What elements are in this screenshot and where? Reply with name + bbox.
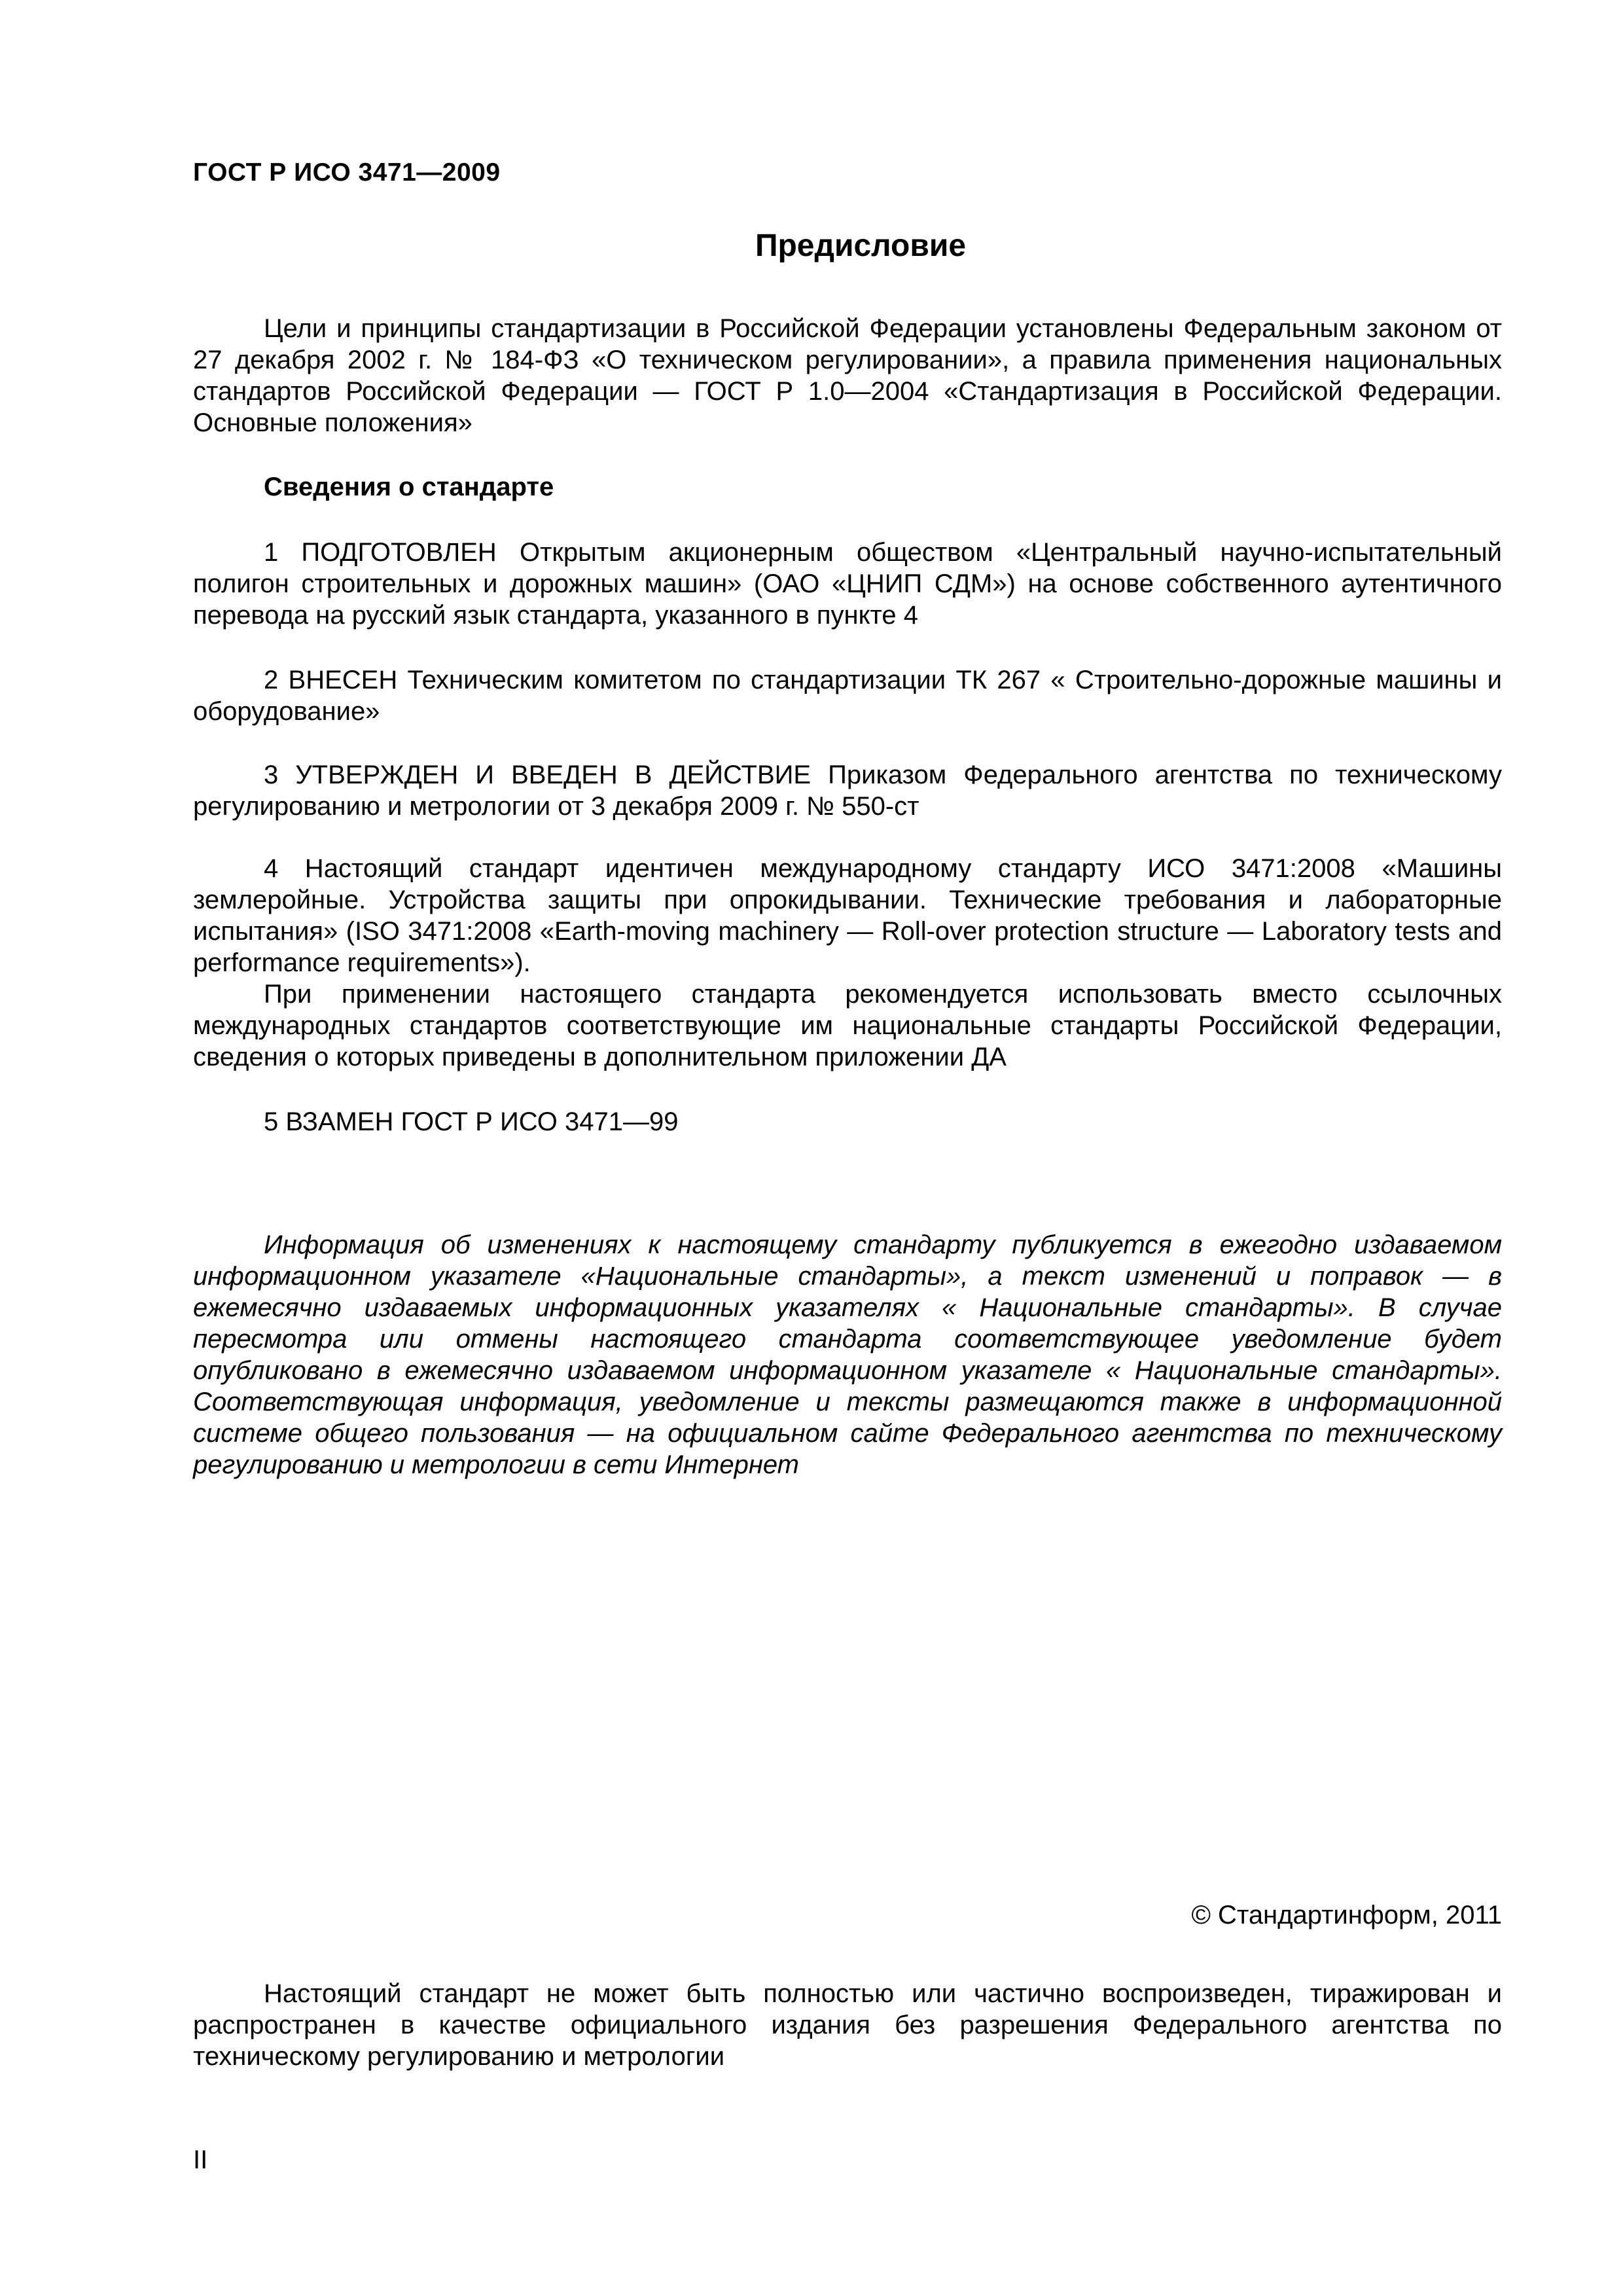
item-3-approved: 3 УТВЕРЖДЕН И ВВЕДЕН В ДЕЙСТВИЕ Приказом Федерального агентства по техническому регулированию и метрологии от 3 декабря 2009 г. № 550-ст <box>193 761 1502 821</box>
changes-info-notice: Информация об изменениях к настоящему стандарту публикуется в ежегодно издаваемом информационном указателе «Национальные стандарты», а текст изменений и поправок — в ежемесячно издаваемых информационных указателях « Национальные стандарты». В случае пересмотра или отмены настоящего стандарта соответствующее уведомление будет опубликовано в ежемесячно издаваемом информационном указателе « Национальные стандарты». Соответствующая информация, уведомление и тексты размещаются также в информационной системе общего пользования — на официальном сайте Федерального агентства по техническому регулированию и метрологии в сети Интернет <box>193 1230 1502 1479</box>
document-code-header: ГОСТ Р ИСО 3471—2009 <box>193 158 501 187</box>
intro-paragraph: Цели и принципы стандартизации в Российской Федерации установлены Федеральным законом от 27 декабря 2002 г. № 184-ФЗ «О техническом регулировании», а правила применения национальных стандартов Российской Федерации — ГОСТ Р 1.0—2004 «Стандартизация в Российской Федерации. Основные положения» <box>193 314 1502 437</box>
item-2-introduced: 2 ВНЕСЕН Техническим комитетом по стандартизации ТК 267 « Строительно-дорожные машины и оборудование» <box>193 666 1502 726</box>
section-heading: Сведения о стандарте <box>264 473 554 501</box>
item-5-replaces: 5 ВЗАМЕН ГОСТ Р ИСО 3471—99 <box>264 1107 679 1136</box>
page-title: Предисловие <box>755 228 967 263</box>
copyright-notice: © Стандартинформ, 2011 <box>1191 1901 1502 1929</box>
item-4-recommendation: При применении настоящего стандарта рекомендуется использовать вместо ссылочных международных стандартов соответствующие им национальные стандарты Российской Федерации, сведения о которых приведены в дополнительном приложении ДА <box>193 980 1502 1071</box>
page-number: II <box>193 2145 208 2174</box>
reproduction-notice: Настоящий стандарт не может быть полностью или частично воспроизведен, тиражирован и распространен в качестве официального издания без разрешения Федерального агентства по техническому регулированию и метрологии <box>193 1979 1502 2071</box>
item-1-prepared: 1 ПОДГОТОВЛЕН Открытым акционерным обществом «Центральный научно-испытательный полигон строительных и дорожных машин» (ОАО «ЦНИП СДМ») на основе собственного аутентичного перевода на русский язык стандарта, указанного в пункте 4 <box>193 538 1502 630</box>
item-4-identical: 4 Настоящий стандарт идентичен международному стандарту ИСО 3471:2008 «Машины землеройные. Устройства защиты при опрокидывании. Технические требования и лабораторные испытания» (ISO 3471:2008 «Earth-moving machinery — Roll-over protection structure — Laboratory tests and performance requirements»). <box>193 854 1502 977</box>
